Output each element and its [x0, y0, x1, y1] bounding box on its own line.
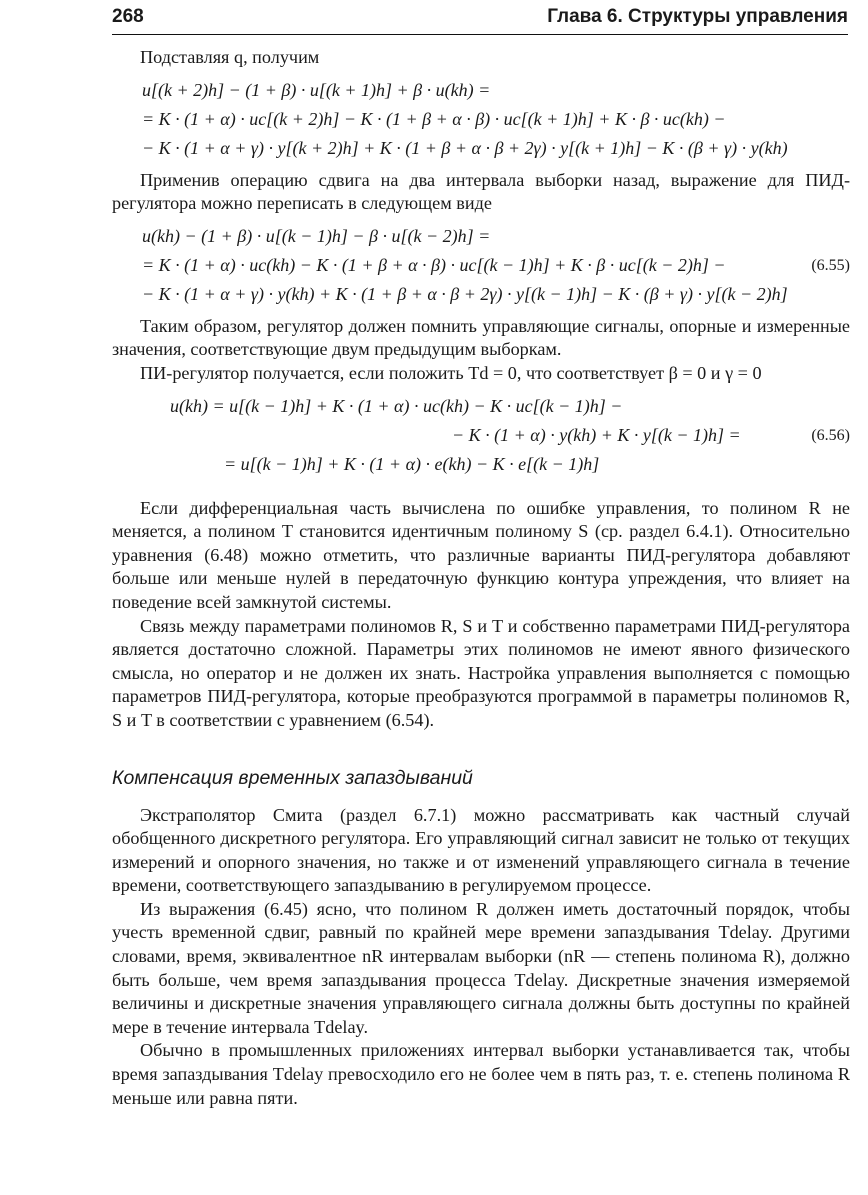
paragraph-smith: Экстраполятор Смита (раздел 6.7.1) можно рассматривать как частный случай обобщенного дискретного регулятора. Его управляющий сигнал зависит не только от текущих измерений и опорного значения, но также и от изменений управляющего сигнала в течение времени, соответствующего запаздыванию в регулируемом процессе. [112, 804, 850, 896]
equation-line: − K · (1 + α) · y(kh) + K · y[(k − 1)h] = [452, 424, 741, 445]
paragraph-differential: Если дифференциальная часть вычислена по ошибке управления, то полином R не меняется, а полином T становится идентичным полиному S (ср. раздел 6.4.1). Относительно уравнения (6.48) можно отметить, что различные варианты ПИД-регулятора добавляют больше или меньше нулей в передаточную функцию контура упреждения, что влияет на поведение всей замкнутой системы. [112, 497, 850, 612]
equation-block-3 [112, 392, 850, 479]
equation-line: − K · (1 + α + γ) · y[(k + 2)h] + K · (1 + β + α · β + 2γ) · y[(k + 1)h] − K · (β + γ) · y(kh) [142, 137, 788, 158]
paragraph-industry: Обычно в промышленных приложениях интервал выборки устанавливается так, чтобы время запаздывания Tdelay превосходило его не более чем в пять раз, т. е. степень полинома R меньше или равна пяти. [112, 1040, 850, 1108]
equation-line: u(kh) = u[(k − 1)h] + K · (1 + α) · uc(kh) − K · uc[(k − 1)h] − [170, 395, 623, 416]
equation-line: = K · (1 + α) · uc(kh) − K · (1 + β + α · β) · uc[(k − 1)h] + K · β · uc[(k − 2)h] − [142, 254, 726, 275]
equation-line: = K · (1 + α) · uc[(k + 2)h] − K · (1 + β + α · β) · uc[(k + 1)h] + K · β · uc(kh) − [142, 108, 726, 129]
equation-line: = u[(k − 1)h] + K · (1 + α) · e(kh) − K · e[(k − 1)h] [224, 453, 600, 474]
equation-number: (6.56) [811, 426, 850, 444]
equation-line: u[(k + 2)h] − (1 + β) · u[(k + 1)h] + β · u(kh) = [142, 79, 491, 100]
paragraph-pi: ПИ-регулятор получается, если положить Td = 0, что соответствует β = 0 и γ = 0 [140, 362, 762, 383]
section-heading: Компенсация временных запаздываний [112, 766, 473, 789]
page-number: 268 [112, 6, 144, 27]
chapter-title: Глава 6. Структуры управления [547, 6, 848, 27]
page-body [112, 46, 850, 1110]
equation-block-2 [112, 222, 850, 309]
equation-line: u(kh) − (1 + β) · u[(k − 1)h] − β · u[(k − 2)h] = [142, 225, 491, 246]
page-header [112, 4, 848, 35]
paragraph-memory: Таким образом, регулятор должен помнить управляющие сигналы, опорные и измеренные значения, соответствующие двум предыдущим выборкам. [112, 315, 850, 360]
paragraph-relation: Связь между параметрами полиномов R, S и T и собственно параметрами ПИД-регулятора является достаточно сложной. Параметры этих полиномов не имеют явного физического смысла, но оператор и не должен их знать. Настройка управления выполняется с помощью параметров ПИД-регулятора, которые преобразуются программой в параметры полиномов R, S и T в соответствии с уравнением (6.54). [112, 615, 850, 730]
intro-text: Подставляя q, получим [140, 47, 320, 67]
equation-block-1 [112, 76, 850, 163]
equation-line: − K · (1 + α + γ) · y(kh) + K · (1 + β + α · β + 2γ) · y[(k − 1)h] − K · (β + γ) · y[(k − 2)h] [142, 283, 788, 304]
equation-number: (6.55) [811, 256, 850, 274]
paragraph-shift: Применив операцию сдвига на два интервала выборки назад, выражение для ПИД-регулятора можно переписать в следующем виде [112, 169, 850, 214]
paragraph-order: Из выражения (6.45) ясно, что полином R должен иметь достаточный порядок, чтобы учесть временной сдвиг, равный по крайней мере времени запаздывания Tdelay. Другими словами, время, эквивалентное nR интервалам выборки (nR — степень полинома R), должно быть больше, чем время запаздывания процесса Tdelay. Дискретные значения измеряемой величины и дискретные значения управляющего сигнала должны быть доступны по крайней мере в течение интервала Tdelay. [112, 898, 850, 1037]
